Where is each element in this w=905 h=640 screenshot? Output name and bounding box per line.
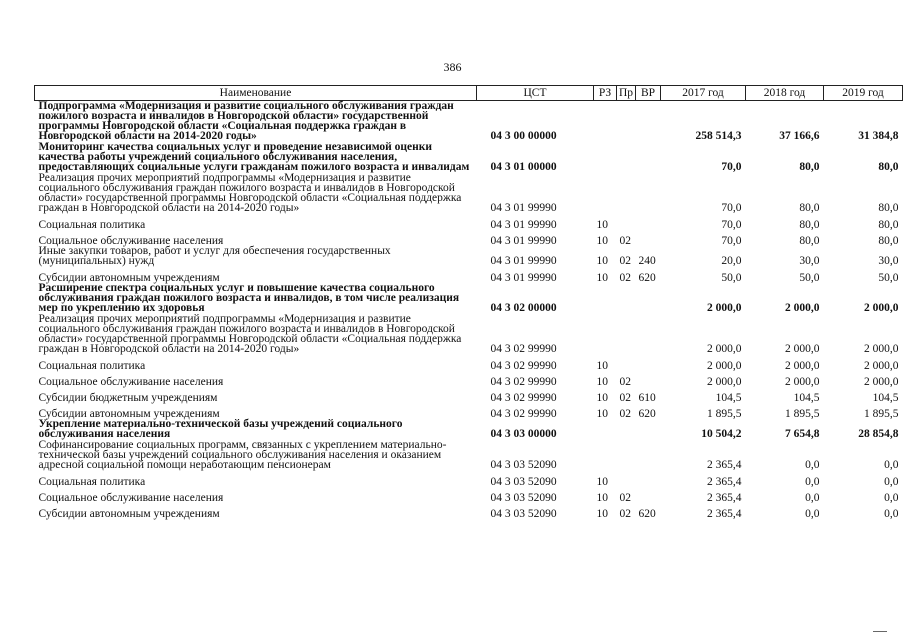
cell-pr: 02 xyxy=(619,392,631,404)
page-number: 386 xyxy=(443,60,462,74)
cell-pr xyxy=(617,214,636,230)
column-header-rz: РЗ xyxy=(594,86,617,101)
cell-vr xyxy=(636,230,661,246)
table-row xyxy=(35,487,903,503)
cell-name: Социальная политика xyxy=(38,476,146,488)
cell-pr xyxy=(617,173,636,214)
cell-rz: 10 xyxy=(596,235,608,247)
cell-y2018: 1 895,5 xyxy=(785,408,820,420)
cell-y2019: 50,0 xyxy=(878,272,899,284)
column-header-2018: 2018 год xyxy=(746,86,824,101)
cell-y2019: 2 000,0 xyxy=(864,376,899,388)
cell-vr xyxy=(636,487,661,503)
cell-rz: 10 xyxy=(596,476,608,488)
cell-rz xyxy=(594,314,617,355)
cell-y2017: 258 514,3 xyxy=(695,130,742,142)
cell-y2017: 70,0 xyxy=(721,202,742,214)
cell-y2018: 0,0 xyxy=(805,508,820,520)
cell-pr: 02 xyxy=(619,492,631,504)
cell-cst: 04 3 02 99990 xyxy=(490,392,557,404)
cell-y2019: 2 000,0 xyxy=(864,360,899,372)
cell-cst: 04 3 02 99990 xyxy=(490,360,557,372)
cell-cst: 04 3 01 00000 xyxy=(490,161,557,173)
table-row xyxy=(35,142,903,173)
cell-name: Укрепление материально-технической базы учреждений социального обслуживания населения xyxy=(38,418,403,440)
cell-pr xyxy=(617,355,636,371)
cell-pr xyxy=(617,314,636,355)
cell-rz: 10 xyxy=(596,376,608,388)
cell-name: Подпрограмма «Модернизация и развитие социального обслуживания граждан пожилого возраста и инвалидов в Новгородской области» государственной программы Новгородской области «Социальная поддержка граждан в Новгородской области на 2014-2020 годы» xyxy=(38,100,454,142)
cell-rz: 10 xyxy=(596,408,608,420)
cell-rz xyxy=(594,142,617,173)
cell-name: Субсидии бюджетным учреждениям xyxy=(38,392,218,404)
cell-vr: 620 xyxy=(638,408,656,420)
cell-cst: 04 3 03 00000 xyxy=(490,428,557,440)
cell-vr xyxy=(636,355,661,371)
table-row xyxy=(35,283,903,314)
cell-pr xyxy=(617,440,636,471)
cell-y2018: 2 000,0 xyxy=(785,376,820,388)
cell-vr xyxy=(636,371,661,387)
cell-name: Иные закупки товаров, работ и услуг для обеспечения государственных (муниципальных) нужд xyxy=(38,245,391,267)
cell-y2018: 80,0 xyxy=(799,202,820,214)
cell-y2017: 2 365,4 xyxy=(707,459,742,471)
cell-y2019: 1 895,5 xyxy=(864,408,899,420)
cell-vr xyxy=(636,142,661,173)
cell-y2017: 2 000,0 xyxy=(707,302,742,314)
budget-table xyxy=(34,85,903,519)
cell-cst: 04 3 02 99990 xyxy=(490,408,557,420)
table-row xyxy=(35,267,903,283)
cell-rz: 10 xyxy=(596,272,608,284)
cell-y2019: 80,0 xyxy=(878,161,899,173)
cell-rz xyxy=(594,101,617,143)
cell-pr: 02 xyxy=(619,508,631,520)
cell-name: Социальная политика xyxy=(38,219,146,231)
cell-y2019: 2 000,0 xyxy=(864,302,899,314)
cell-rz: 10 xyxy=(596,392,608,404)
cell-cst: 04 3 01 99990 xyxy=(490,272,557,284)
table-row xyxy=(35,173,903,214)
cell-y2019: 31 384,8 xyxy=(858,130,899,142)
cell-y2019: 0,0 xyxy=(884,508,899,520)
cell-vr xyxy=(636,419,661,440)
column-header-pr: Пр xyxy=(617,86,636,101)
cell-name: Субсидии автономным учреждениям xyxy=(38,508,220,520)
table-row xyxy=(35,471,903,487)
table-row xyxy=(35,314,903,355)
cell-y2017: 2 365,4 xyxy=(707,508,742,520)
table-row xyxy=(35,101,903,143)
cell-pr xyxy=(617,101,636,143)
cell-pr xyxy=(617,419,636,440)
cell-y2017: 20,0 xyxy=(721,255,742,267)
cell-vr xyxy=(636,440,661,471)
cell-y2019: 2 000,0 xyxy=(864,343,899,355)
column-header-2017: 2017 год xyxy=(661,86,746,101)
cell-rz xyxy=(594,440,617,471)
cell-y2018: 0,0 xyxy=(805,459,820,471)
cell-name: Субсидии автономным учреждениям xyxy=(38,272,220,284)
cell-name: Социальное обслуживание населения xyxy=(38,492,224,504)
cell-pr: 02 xyxy=(619,376,631,388)
cell-pr: 02 xyxy=(619,235,631,247)
cell-rz: 10 xyxy=(596,255,608,267)
table-row xyxy=(35,419,903,440)
cell-y2017: 2 000,0 xyxy=(707,343,742,355)
cell-name: Мониторинг качества социальных услуг и проведение независимой оценки качества работы учреждений социального обслуживания населения, предоставляющих социальные услуги гражданам пожилого возраста и инвалидам xyxy=(38,141,470,173)
cell-pr xyxy=(617,283,636,314)
table-row xyxy=(35,387,903,403)
cell-rz xyxy=(594,283,617,314)
cell-name: Реализация прочих мероприятий подпрограммы «Модернизация и развитие социального обслуживания граждан пожилого возраста и инвалидов в Новгородской области» государственной программы Новгородской области «Социальная поддержка граждан в Новгородской области на 2014-2020 годы» xyxy=(38,313,462,355)
cell-cst: 04 3 03 52090 xyxy=(490,492,557,504)
cell-pr: 02 xyxy=(619,408,631,420)
cell-y2017: 70,0 xyxy=(721,235,742,247)
cell-name: Социальная политика xyxy=(38,360,146,372)
cell-vr xyxy=(636,314,661,355)
cell-vr: 240 xyxy=(638,255,656,267)
cell-cst: 04 3 03 52090 xyxy=(490,459,557,471)
cell-cst: 04 3 01 99990 xyxy=(490,202,557,214)
table-row xyxy=(35,214,903,230)
column-header-name: Наименование xyxy=(35,86,477,101)
cell-y2019: 80,0 xyxy=(878,202,899,214)
table-row xyxy=(35,371,903,387)
table-row xyxy=(35,440,903,471)
column-header-2019: 2019 год xyxy=(824,86,903,101)
cell-y2018: 80,0 xyxy=(799,235,820,247)
cell-y2018: 80,0 xyxy=(799,219,820,231)
cell-y2017: 10 504,2 xyxy=(701,428,742,440)
cell-vr: 620 xyxy=(638,508,656,520)
cell-pr xyxy=(617,471,636,487)
cell-name: Софинансирование социальных программ, связанных с укреплением материально-технической базы учреждений социального обслуживания населения и оказанием адресной социальной помощи неработающим пенсионерам xyxy=(38,439,447,471)
cell-rz: 10 xyxy=(596,508,608,520)
cell-cst: 04 3 01 99990 xyxy=(490,255,557,267)
table-row xyxy=(35,503,903,519)
cell-y2019: 0,0 xyxy=(884,492,899,504)
cell-name: Субсидии автономным учреждениям xyxy=(38,408,220,420)
cell-cst: 04 3 02 00000 xyxy=(490,302,557,314)
cell-cst: 04 3 00 00000 xyxy=(490,130,557,142)
cell-vr: 610 xyxy=(638,392,656,404)
cell-rz xyxy=(594,419,617,440)
cell-pr: 02 xyxy=(619,255,631,267)
cell-cst: 04 3 03 52090 xyxy=(490,508,557,520)
cell-vr xyxy=(636,214,661,230)
cell-rz: 10 xyxy=(596,219,608,231)
cell-rz: 10 xyxy=(596,360,608,372)
cell-cst: 04 3 01 99990 xyxy=(490,235,557,247)
table-row xyxy=(35,230,903,246)
cell-vr xyxy=(636,101,661,143)
cell-vr xyxy=(636,283,661,314)
cell-pr: 02 xyxy=(619,272,631,284)
cell-y2019: 0,0 xyxy=(884,459,899,471)
cell-y2019: 104,5 xyxy=(872,392,899,404)
cell-y2018: 80,0 xyxy=(799,161,820,173)
cell-rz xyxy=(594,173,617,214)
cell-y2018: 30,0 xyxy=(799,255,820,267)
table-header-row xyxy=(35,86,903,101)
cell-y2019: 0,0 xyxy=(884,476,899,488)
cell-y2017: 70,0 xyxy=(721,161,742,173)
cell-y2019: 30,0 xyxy=(878,255,899,267)
cell-cst: 04 3 02 99990 xyxy=(490,376,557,388)
cell-name: Реализация прочих мероприятий подпрограммы «Модернизация и развитие социального обслуживания граждан пожилого возраста и инвалидов в Новгородской области» государственной программы Новгородской области «Социальная поддержка граждан в Новгородской области на 2014-2020 годы» xyxy=(38,172,462,214)
cell-y2019: 80,0 xyxy=(878,219,899,231)
cell-y2018: 104,5 xyxy=(793,392,820,404)
cell-vr xyxy=(636,471,661,487)
table-row xyxy=(35,246,903,267)
cell-name: Социальное обслуживание населения xyxy=(38,235,224,247)
table-row xyxy=(35,403,903,419)
cell-rz: 10 xyxy=(596,492,608,504)
cell-y2018: 50,0 xyxy=(799,272,820,284)
cell-name: Социальное обслуживание населения xyxy=(38,376,224,388)
cell-cst: 04 3 03 52090 xyxy=(490,476,557,488)
cell-y2017: 70,0 xyxy=(721,219,742,231)
corner-mark xyxy=(873,628,887,632)
cell-y2018: 0,0 xyxy=(805,476,820,488)
cell-y2018: 2 000,0 xyxy=(785,360,820,372)
cell-cst: 04 3 01 99990 xyxy=(490,219,557,231)
cell-pr xyxy=(617,142,636,173)
cell-y2017: 2 000,0 xyxy=(707,360,742,372)
cell-y2017: 2 000,0 xyxy=(707,376,742,388)
cell-y2018: 37 166,6 xyxy=(779,130,820,142)
cell-y2017: 1 895,5 xyxy=(707,408,742,420)
cell-y2017: 2 365,4 xyxy=(707,476,742,488)
cell-y2018: 0,0 xyxy=(805,492,820,504)
cell-y2017: 104,5 xyxy=(715,392,742,404)
cell-cst: 04 3 02 99990 xyxy=(490,343,557,355)
cell-y2017: 2 365,4 xyxy=(707,492,742,504)
cell-y2019: 28 854,8 xyxy=(858,428,899,440)
cell-y2017: 50,0 xyxy=(721,272,742,284)
cell-y2018: 7 654,8 xyxy=(785,428,820,440)
cell-y2018: 2 000,0 xyxy=(785,343,820,355)
cell-vr xyxy=(636,173,661,214)
cell-y2019: 80,0 xyxy=(878,235,899,247)
cell-name: Расширение спектра социальных услуг и повышение качества социального обслуживания граждан пожилого возраста и инвалидов, в том числе реализация мер по укреплению их здоровья xyxy=(38,282,460,314)
table-body xyxy=(35,101,903,520)
cell-y2018: 2 000,0 xyxy=(785,302,820,314)
column-header-vr: ВР xyxy=(636,86,661,101)
column-header-cst: ЦСТ xyxy=(477,86,594,101)
cell-vr: 620 xyxy=(638,272,656,284)
table-row xyxy=(35,355,903,371)
